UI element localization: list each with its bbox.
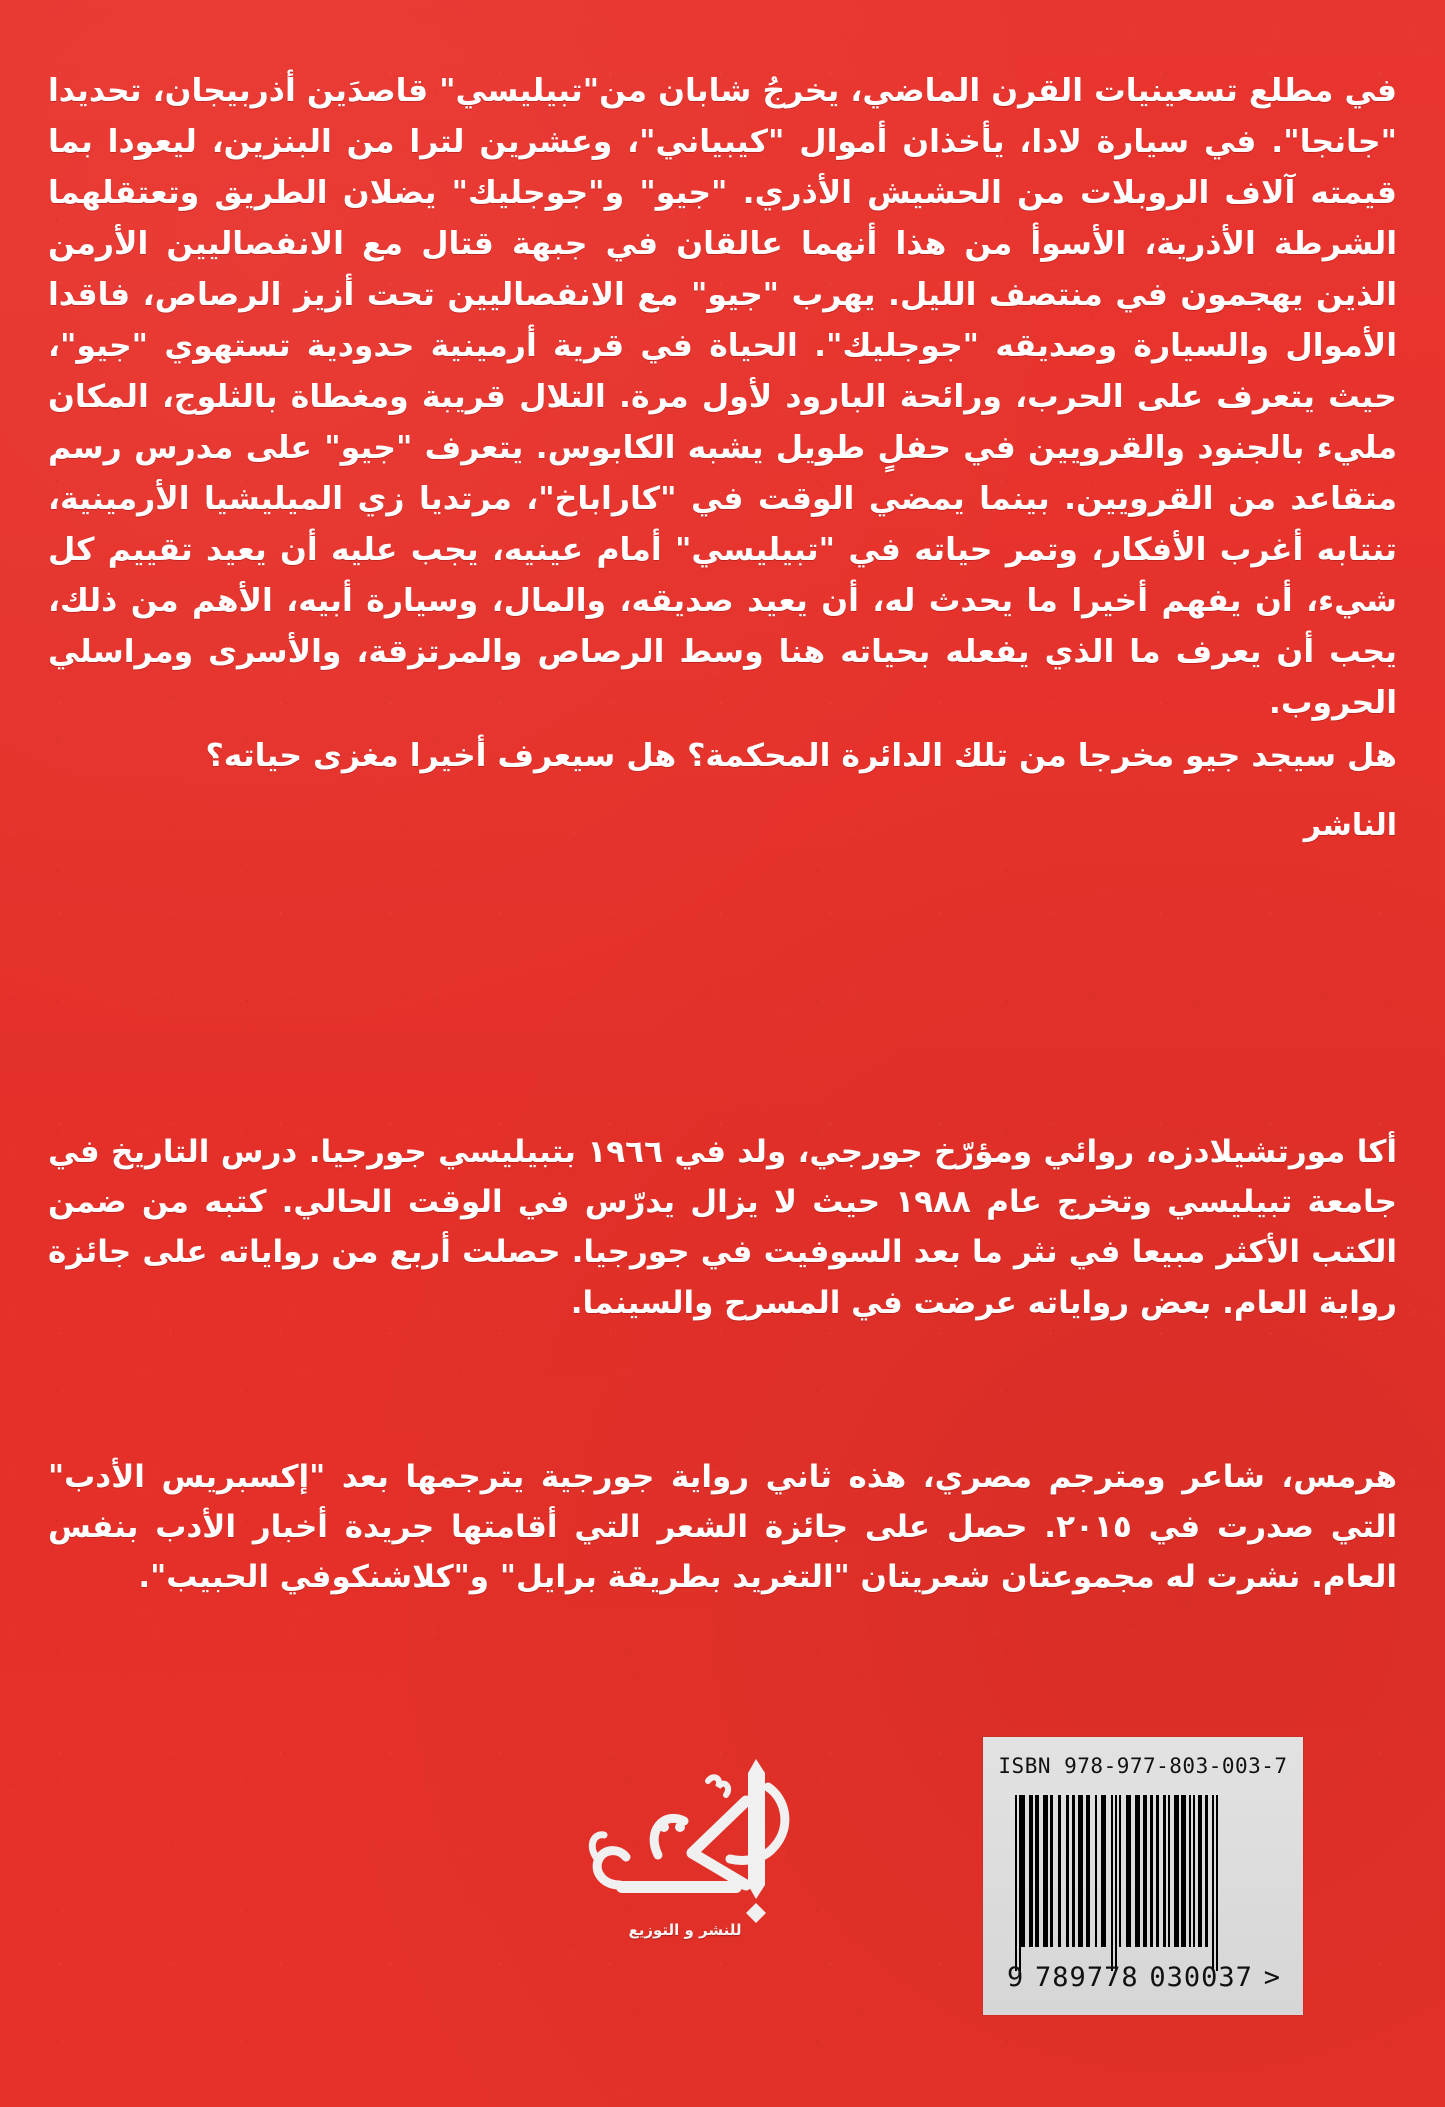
synopsis-question-line: هل سيجد جيو مخرجا من تلك الدائرة المحكمة؟ هل سيعرف أخيرا مغزى حياته؟	[205, 738, 1397, 775]
translator-bio-text: هرمس، شاعر ومترجم مصري، هذه ثاني رواية جورجية يترجمها بعد "إكسبريس الأدب" التي صدرت في ٢٠١٥. حصل على جائزة الشعر التي أقامتها جريدة أخبار الأدب بنفس العام. نشرت له مجموعتان شعريتان "التغريد بطريقة برايل" و"كلاشنكوفي الحبيب".	[48, 1459, 1397, 1596]
isbn-label: ISBN	[998, 1754, 1051, 1778]
isbn-number	[983, 1737, 1303, 1778]
publisher-signature: الناشر	[1303, 808, 1397, 844]
synopsis-block	[48, 66, 1397, 843]
author-bio-block	[48, 1127, 1397, 1328]
ean-middle-digits: 789778	[1035, 1962, 1139, 1993]
isbn-digits: 978-977-803-003-7	[1064, 1754, 1288, 1778]
translator-bio-block	[48, 1452, 1397, 1603]
publisher-tagline: للنشر و التوزيع	[628, 1921, 742, 1939]
ean-digits	[1007, 1962, 1281, 1993]
ean-left-digit: 9	[1007, 1962, 1025, 1993]
publisher-logo-mark	[560, 1735, 810, 1935]
barcode-bars	[1015, 1795, 1277, 1947]
isbn-barcode-panel	[983, 1737, 1303, 2015]
synopsis-text: في مطلع تسعينيات القرن الماضي، يخرجُ شابان من"تبيليسي" قاصدَين أذربيجان، تحديدا "جانجا". في سيارة لادا، يأخذان أموال "كيبياني"، وعشرين لترا من البنزين، ليعودا بما قيمته آلاف الروبلات من الحشيش الأذري. "جيو" و"جوجليك" يضلان الطريق وتعتقلهما الشرطة الأذرية، الأسوأ من هذا أنهما عالقان في جبهة قتال مع الانفصاليين الأرمن الذين يهجمون في منتصف الليل. يهرب "جيو" مع الانفصاليين تحت أزيز الرصاص، فاقدا الأموال والسيارة وصديقه "جوجليك". الحياة في قرية أرمينية حدودية تستهوي "جيو"، حيث يتعرف على الحرب، ورائحة البارود لأول مرة. التلال قريبة ومغطاة بالثلوج، المكان مليء بالجنود والقرويين في حفلٍ طويل يشبه الكابوس. يتعرف "جيو" على مدرس رسم متقاعد من القرويين. بينما يمضي الوقت في "كاراباخ"، مرتديا زي الميليشيا الأرمينية، تنتابه أغرب الأفكار، وتمر حياته في "تبيليسي" أمام عينيه، يجب عليه أن يعيد تقييم كل شيء، أن يفهم أخيرا ما يحدث له، أن يعيد صديقه، والمال، وسيارة أبيه، الأهم من ذلك، يجب أن يعرف ما الذي يفعله بحياته هنا وسط الرصاص والمرتزقة، والأسرى ومراسلي الحروب.	[48, 73, 1397, 722]
ean-suffix: >	[1263, 1962, 1281, 1993]
author-bio-text: أكا مورتشيلادزه، روائي ومؤرّخ جورجي، ولد في ١٩٦٦ بتبيليسي جورجيا. درس التاريخ في جامعة تبيليسي وتخرج عام ١٩٨٨ حيث لا يزال يدرّس في الوقت الحالي. كتبه من ضمن الكتب الأكثر مبيعا في نثر ما بعد السوفيت في جورجيا. حصلت أربع من رواياته على جائزة رواية العام. بعض رواياته عرضت في المسرح والسينما.	[48, 1134, 1397, 1321]
ean-right-digits: 030037	[1149, 1962, 1253, 1993]
publisher-logo	[560, 1735, 810, 1945]
